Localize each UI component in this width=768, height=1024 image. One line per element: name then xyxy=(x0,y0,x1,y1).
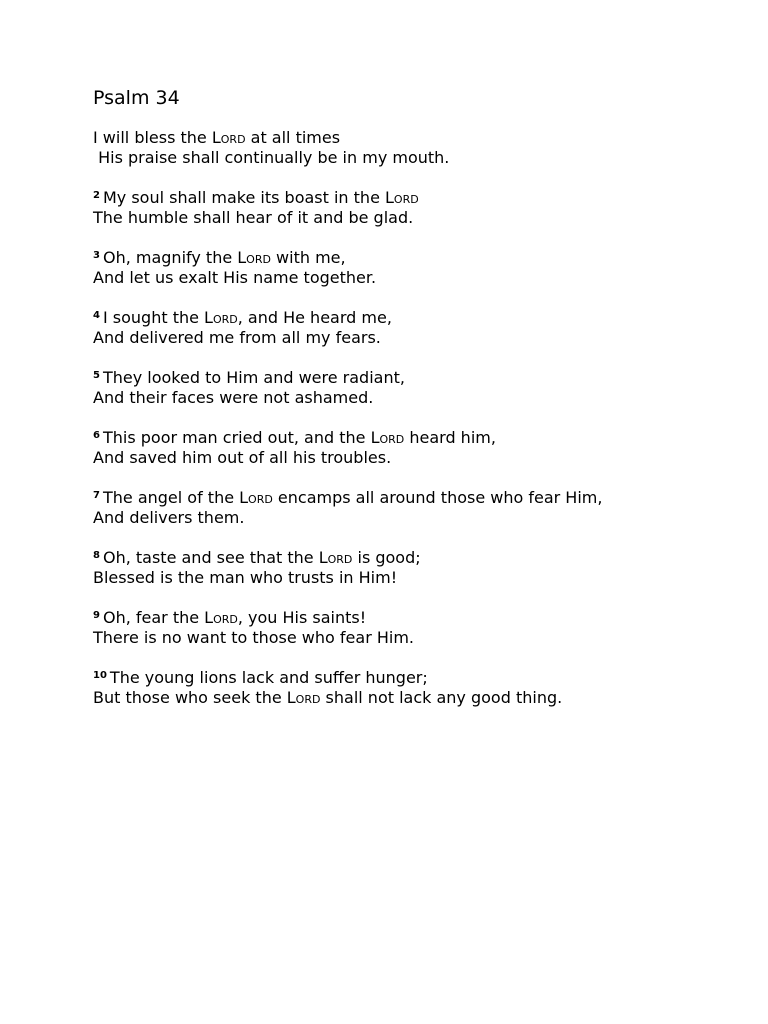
verse-3 xyxy=(93,248,753,288)
verse-text: I will bless the xyxy=(93,128,212,147)
divine-name: Lord xyxy=(204,608,238,627)
verse-line: Blessed is the man who trusts in Him! xyxy=(93,568,398,587)
verse-line: There is no want to those who fear Him. xyxy=(93,628,414,647)
verse-line: And let us exalt His name together. xyxy=(93,268,377,287)
verse-text: They looked to Him and were radiant, xyxy=(102,368,405,387)
verse-text: But those who seek the xyxy=(93,688,287,707)
divine-name: Lord xyxy=(239,488,273,507)
verse-line: The humble shall hear of it and be glad. xyxy=(93,208,414,227)
verse-text: is good; xyxy=(352,548,421,567)
verse-number: 8 xyxy=(93,550,100,561)
verse-number: 4 xyxy=(93,310,100,321)
divine-name: Lord xyxy=(286,688,321,707)
verse-line xyxy=(93,428,753,448)
divine-name: Lord xyxy=(204,308,238,327)
verse-line xyxy=(93,248,753,268)
verse-line xyxy=(93,668,753,688)
verse-number: 2 xyxy=(93,190,100,201)
verse-text: shall not lack any good thing. xyxy=(320,688,563,707)
divine-name: Lord xyxy=(211,128,246,147)
verse-line xyxy=(93,548,753,568)
verse-number: 10 xyxy=(93,670,107,681)
verse-number: 3 xyxy=(93,250,100,261)
verse-9 xyxy=(93,608,753,648)
verse-text: Oh, fear the xyxy=(102,608,205,627)
verse-text: at all times xyxy=(245,128,341,147)
verse-text: , you His saints! xyxy=(237,608,367,627)
verse-line xyxy=(93,688,753,708)
divine-name: Lord xyxy=(370,428,405,447)
verse-number: 9 xyxy=(93,610,100,621)
verse-7 xyxy=(93,488,753,528)
verse-line: And their faces were not ashamed. xyxy=(93,388,374,407)
verse-line xyxy=(93,368,753,388)
verse-text: Oh, taste and see that the xyxy=(102,548,319,567)
verse-line xyxy=(93,488,753,508)
page-title: Psalm 34 xyxy=(93,87,180,109)
verse-text: The angel of the xyxy=(102,488,240,507)
verse-8 xyxy=(93,548,753,588)
verse-6 xyxy=(93,428,753,468)
verse-text: The young lions lack and suffer hunger; xyxy=(109,668,428,687)
verse-text: Oh, magnify the xyxy=(102,248,238,267)
verse-text: , and He heard me, xyxy=(237,308,392,327)
verse-text: I sought the xyxy=(102,308,205,327)
divine-name: Lord xyxy=(237,248,271,267)
verse-10 xyxy=(93,668,753,708)
verse-text: encamps all around those who fear Him, xyxy=(272,488,603,507)
verse-5 xyxy=(93,368,753,408)
verse-line: And delivers them. xyxy=(93,508,245,527)
document-page xyxy=(93,86,753,728)
verse-line xyxy=(93,128,753,148)
verse-1 xyxy=(93,128,753,168)
verse-text: My soul shall make its boast in the xyxy=(102,188,385,207)
verse-line: And saved him out of all his troubles. xyxy=(93,448,392,467)
verse-line: His praise shall continually be in my mouth. xyxy=(93,148,450,167)
verse-line: And delivered me from all my fears. xyxy=(93,328,381,347)
verse-line xyxy=(93,608,753,628)
verse-text: with me, xyxy=(270,248,346,267)
verse-4 xyxy=(93,308,753,348)
verse-line xyxy=(93,308,753,328)
verse-number: 7 xyxy=(93,490,100,501)
verse-number: 5 xyxy=(93,370,100,381)
verse-line xyxy=(93,188,753,208)
verse-text: heard him, xyxy=(404,428,496,447)
divine-name: Lord xyxy=(385,188,419,207)
verse-number: 6 xyxy=(93,430,100,441)
divine-name: Lord xyxy=(318,548,353,567)
verse-text: This poor man cried out, and the xyxy=(102,428,371,447)
verse-2 xyxy=(93,188,753,228)
